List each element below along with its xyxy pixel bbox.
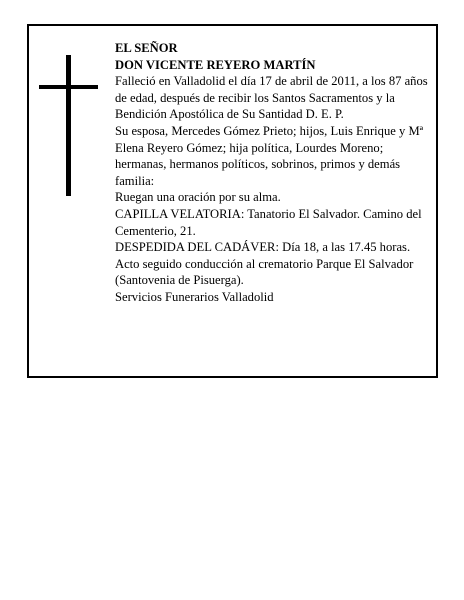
funeral-services: Servicios Funerarios Valladolid <box>115 289 274 304</box>
deceased-name: DON VICENTE REYERO MARTÍN <box>115 57 316 72</box>
prayer-request: Ruegan una oración por su alma. <box>115 190 281 205</box>
notice-text <box>115 40 433 306</box>
farewell-info: DESPEDIDA DEL CADÁVER: Día 18, a las 17.45 horas. Acto seguido conducción al crematorio Parque El Salvador (Santovenia de Pisuerga). <box>115 240 414 288</box>
cross-vertical-bar <box>66 55 71 196</box>
death-announcement: Falleció en Valladolid el día 17 de abril de 2011, a los 87 años de edad, después de recibir los Santos Sacramentos y la Bendición Apostólica de Su Santidad D. E. P. <box>115 74 428 122</box>
family-list: Su esposa, Mercedes Gómez Prieto; hijos, Luis Enrique y Mª Elena Reyero Gómez; hija política, Lourdes Moreno; hermanas, hermanos políticos, sobrinos, primos y demás familia: <box>115 123 424 188</box>
chapel-info: CAPILLA VELATORIA: Tanatorio El Salvador. Camino del Cementerio, 21. <box>115 206 422 238</box>
obituary-notice <box>27 24 438 378</box>
cross-horizontal-bar <box>39 85 98 89</box>
heading-title: EL SEÑOR <box>115 41 178 55</box>
